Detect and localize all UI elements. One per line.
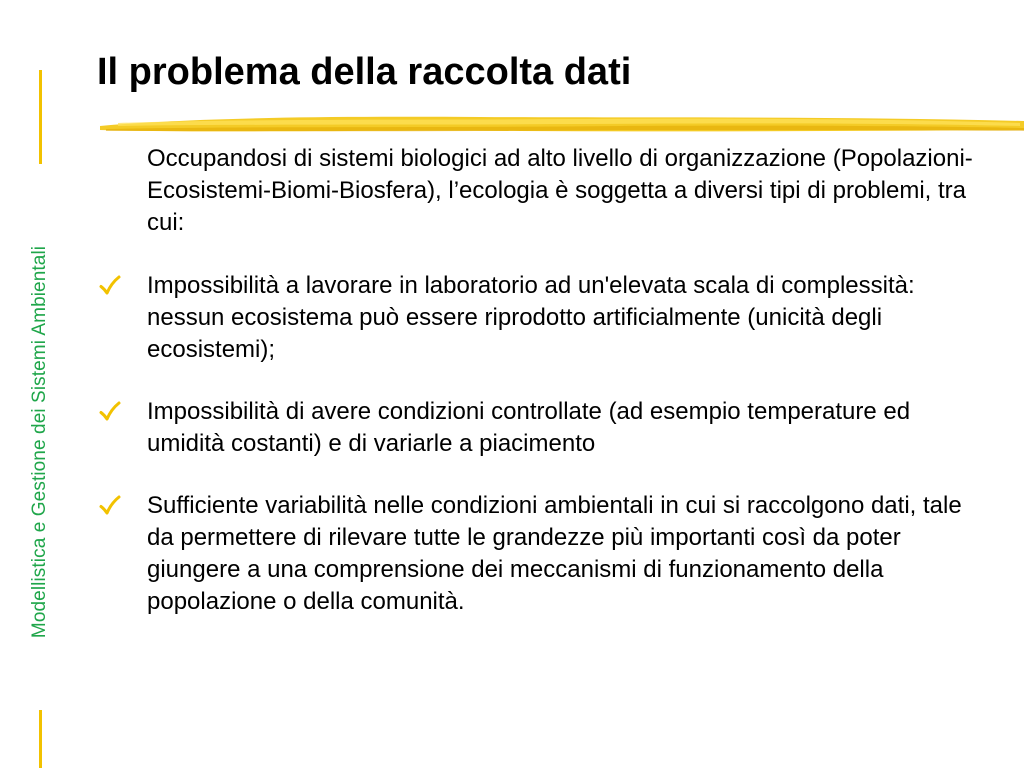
bullet-item [96, 396, 976, 460]
side-rule-bottom [39, 710, 42, 768]
slide-content [96, 143, 976, 618]
side-label [18, 181, 62, 703]
intro-paragraph [96, 143, 976, 239]
checkmark-icon [98, 494, 122, 518]
bullet-text: Sufficiente variabilità nelle condizioni ambientali in cui si raccolgono dati, tale da permettere di rilevare tutte le grandezze più importanti così da poter giungere a una comprensione dei meccanismi di funzionamento della popolazione o della comunità. [147, 492, 962, 615]
checkmark-icon [98, 274, 122, 298]
title-underline-brush [100, 108, 1024, 140]
bullet-item [96, 270, 976, 366]
side-label-text: Modellistica e Gestione dei Sistemi Ambientali [29, 245, 51, 639]
bullet-item [96, 490, 976, 618]
slide-title: Il problema della raccolta dati [97, 51, 632, 93]
intro-text: Occupandosi di sistemi biologici ad alto livello di organizzazione (Popolazioni-Ecosistemi-Biomi-Biosfera), l’ecologia è soggetta a diversi tipi di problemi, tra cui: [147, 145, 973, 236]
side-rule-top [39, 70, 42, 164]
bullet-text: Impossibilità di avere condizioni controllate (ad esempio temperature ed umidità costanti) e di variarle a piacimento [147, 398, 911, 457]
bullet-text: Impossibilità a lavorare in laboratorio ad un'elevata scala di complessità: nessun ecosistema può essere riprodotto artificialmente (unicità degli ecosistemi); [147, 272, 915, 363]
checkmark-icon [98, 400, 122, 424]
